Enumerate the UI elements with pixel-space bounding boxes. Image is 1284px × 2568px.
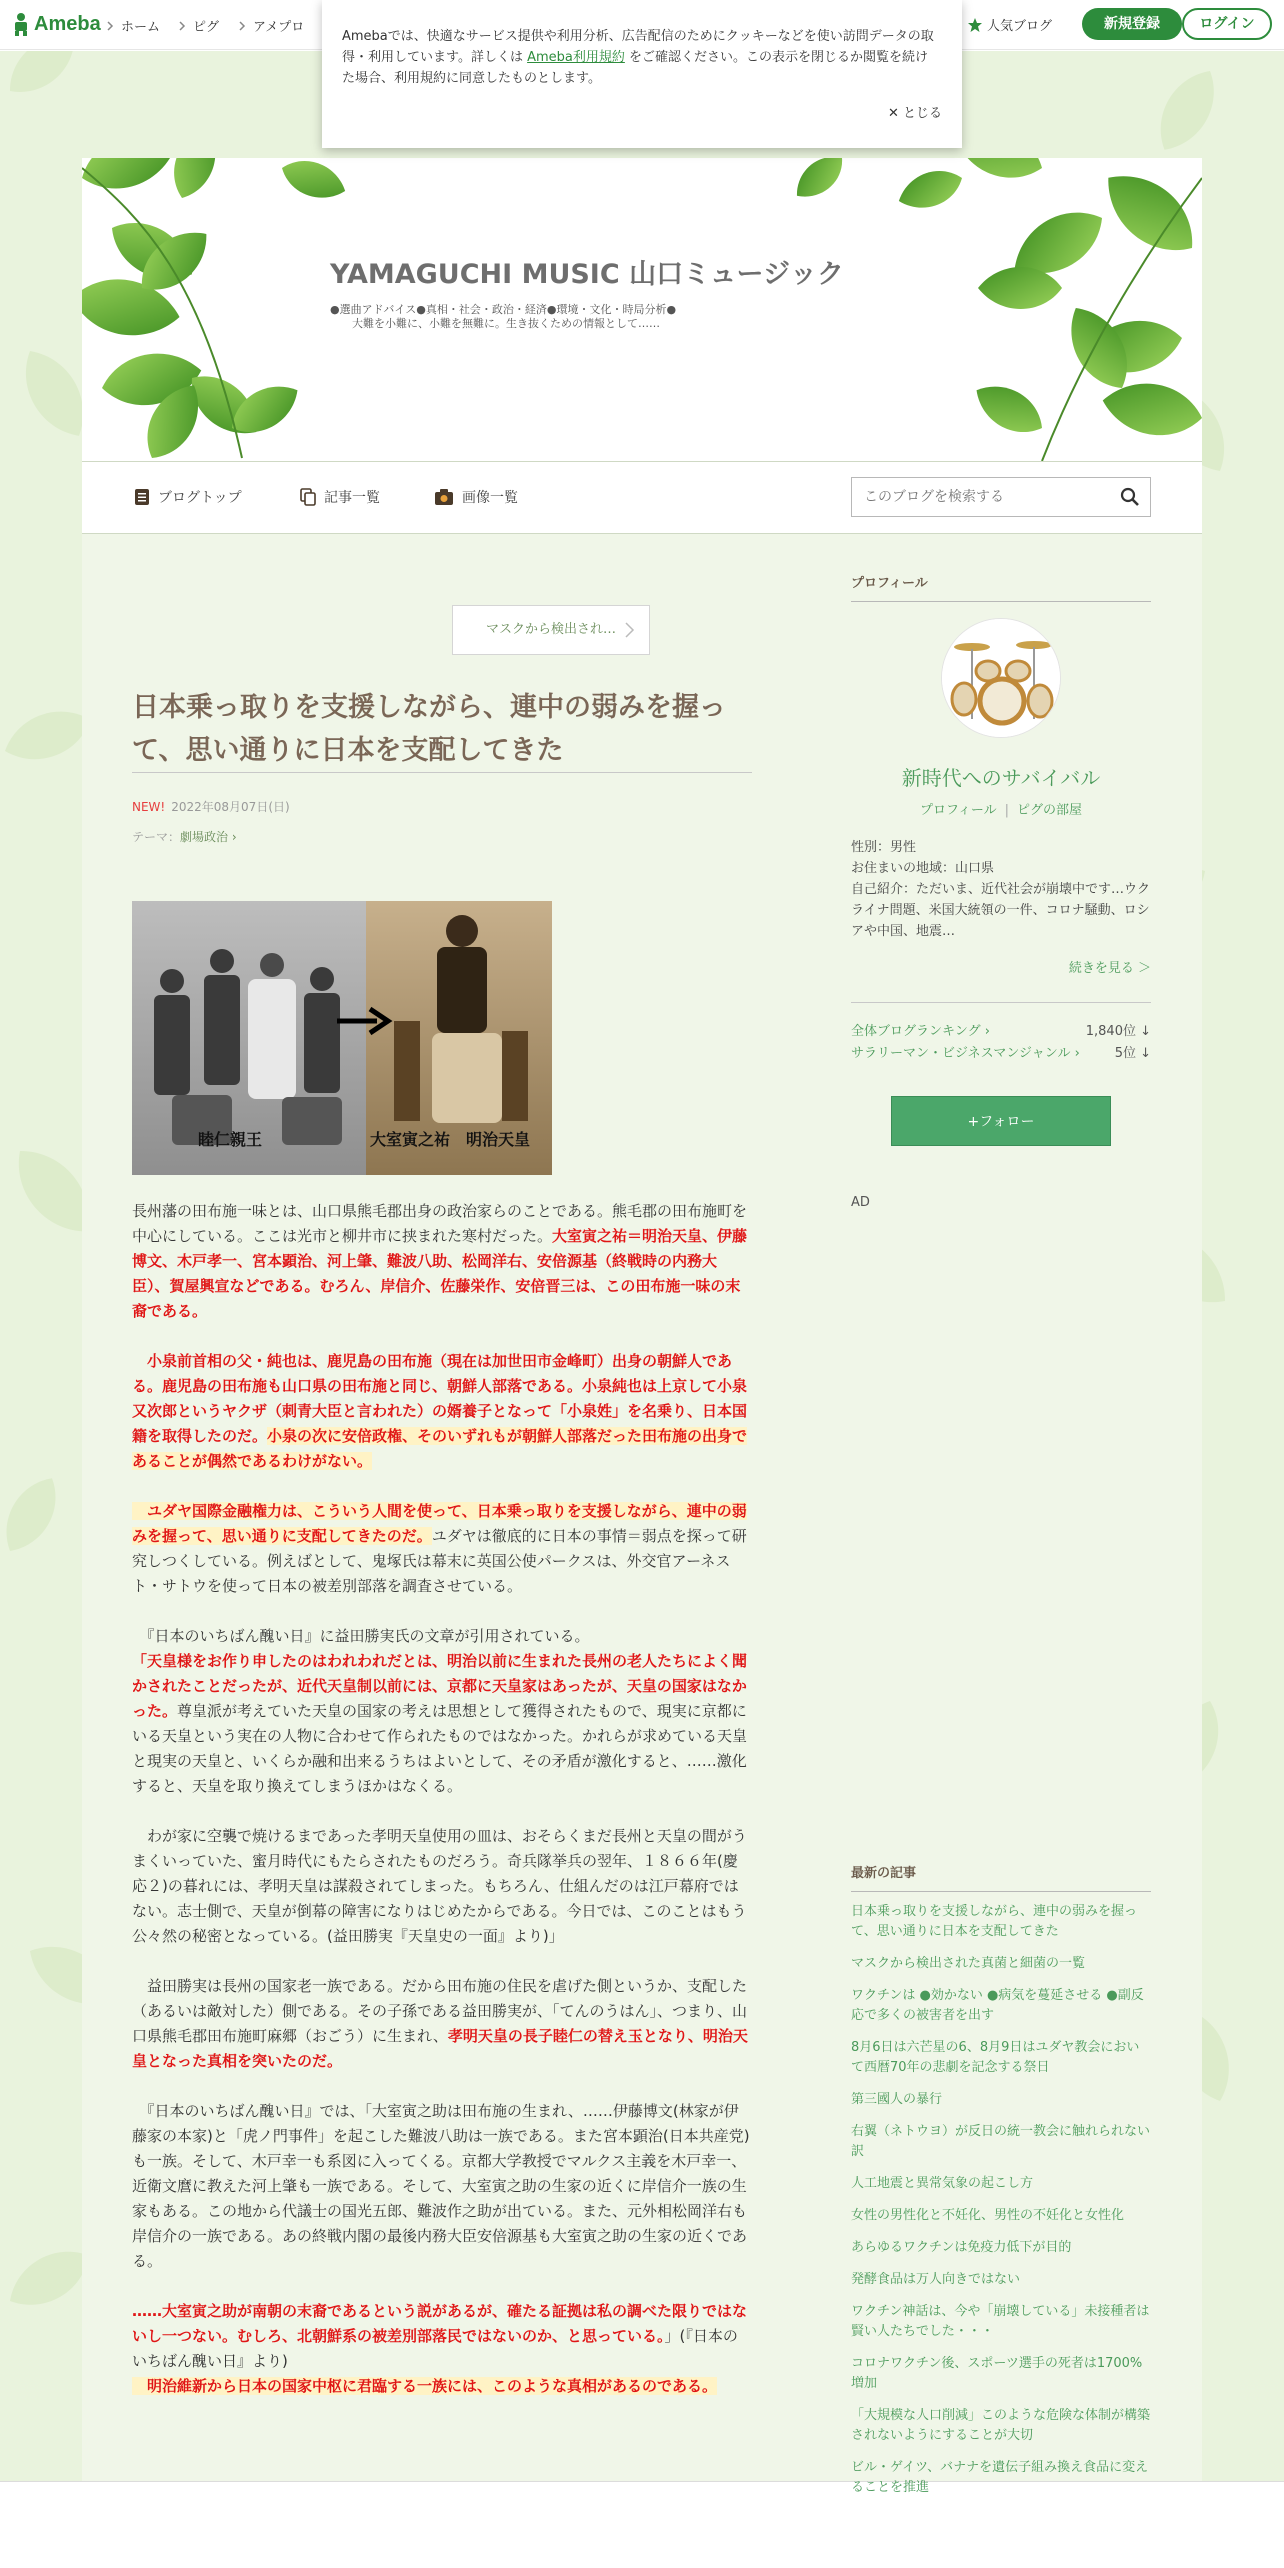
- recent-entry-link[interactable]: 右翼（ネトウヨ）が反日の統一教会に触れられない訳: [851, 2124, 1151, 2159]
- recent-entry-link[interactable]: コロナワクチン後、スポーツ選手の死者は1700%増加: [851, 2356, 1143, 2391]
- chevron-right-icon: ›: [228, 830, 237, 844]
- nav-blog-top[interactable]: [134, 487, 242, 507]
- paragraph: [132, 1499, 752, 1599]
- signup-button[interactable]: 新規登録: [1082, 8, 1182, 40]
- star-icon: [967, 17, 983, 33]
- copy-icon: [300, 488, 316, 506]
- drum-kit-icon: [942, 619, 1061, 738]
- recent-entries-heading: 最新の記事: [851, 1862, 1151, 1892]
- entry-date: [132, 798, 290, 815]
- chevron-right-icon: ›: [980, 1024, 990, 1039]
- recent-entry-link[interactable]: 女性の男性化と不妊化、男性の不妊化と女性化: [851, 2208, 1125, 2223]
- text: わが家に空襲で焼けるまであった孝明天皇使用の皿は、おそらくまだ長州と天皇の間がうまくいっていた、蜜月時代にもたらされたものだろう。奇兵隊挙兵の翌年、１８６６年(慶応２)の暮れには、孝明天皇は謀殺されてしまった。もちろん、仕組んだのは江戸幕府ではない。志士側で、天皇が倒幕の障害になりはじめたからである。今日では、このことはもう公々然の秘密となっている。(益田勝実『天皇史の一面』より)」: [132, 1827, 747, 1945]
- highlight-text: 小泉の次に安倍政権、そのいずれもが朝鮮人部落だった田布施の出身であることが偶然であるわけがない。: [132, 1427, 748, 1470]
- nav-entries-label: 記事一覧: [324, 490, 380, 506]
- blog-search-input[interactable]: [852, 478, 1092, 516]
- chevron-right-icon: [623, 622, 635, 638]
- profile-links: [851, 799, 1151, 818]
- popular-blog-link[interactable]: [967, 15, 1052, 34]
- profile-heading: プロフィール: [851, 572, 1151, 602]
- nav-entries[interactable]: [300, 487, 380, 507]
- topnav-pigg[interactable]: [176, 16, 219, 35]
- search-icon[interactable]: [1120, 487, 1140, 507]
- login-button[interactable]: ログイン: [1182, 8, 1272, 40]
- title-divider: [132, 772, 752, 773]
- text: 益田勝実は長州の国家老一族である。だから田布施の住民を虐げた側というか、支配した（あるいは敵対した）側である。その子孫である益田勝実が、「てんのうはん」、つまり、山口県熊毛郡田布施町麻郷（おごう）に生まれ、: [132, 1977, 748, 2045]
- document-icon: [134, 488, 150, 506]
- ranking-all[interactable]: [851, 1020, 1151, 1039]
- cookie-close-label: とじる: [902, 106, 942, 121]
- nav-images-label: 画像一覧: [462, 490, 518, 506]
- paragraph: [132, 2099, 752, 2274]
- ranking-all-label: 全体ブログランキング: [851, 1024, 981, 1039]
- entry-date-text: 2022年08月07日(日): [171, 800, 290, 814]
- highlight-text: ……大室寅之助が南朝の末裔であるという説があるが、確たる証拠は私の調べた限りではないし一つない。むしろ、北朝鮮系の被差別部落民ではないのか、と思っている。: [132, 2302, 748, 2345]
- highlight-text: ユダヤ国際金融権力は、こういう人間を使って、日本乗っ取りを支援しながら、連中の弱みを握って、思い通りに支配してきたのだ。: [132, 1502, 747, 1545]
- profile-link[interactable]: プロフィール: [919, 803, 997, 818]
- highlight-text: 「天皇様をお作り申したのはわれわれだとは、明治以前に生まれた長州の老人たちによく聞かされたことだったが、近代天皇制以前には、京都に天皇家はあったが、天皇の国家はなかった。: [132, 1652, 748, 1720]
- recent-entry-link[interactable]: ビル・ゲイツ、バナナを遺伝子組み換え食品に変えることを推進: [851, 2460, 1149, 2495]
- entry-body: [132, 1199, 752, 2424]
- entry-theme: [132, 828, 237, 845]
- topnav-amepro[interactable]: [236, 16, 304, 35]
- ranking-all-value: 1,840位 ↓: [1085, 1024, 1151, 1039]
- profile-residence: お住まいの地域：山口県: [851, 861, 995, 876]
- ranking-genre-label: サラリーマン・ビジネスマンジャンル: [851, 1046, 1071, 1061]
- avatar[interactable]: [941, 618, 1061, 738]
- topnav-home[interactable]: [104, 16, 160, 35]
- close-icon: ✕: [887, 106, 903, 121]
- highlight-text: 孝明天皇の長子睦仁の替え玉となり、明治天皇となった真相を突いたのだ。: [132, 2027, 748, 2070]
- chevron-right-icon: [104, 20, 116, 32]
- recent-entry-link[interactable]: ワクチンは ●効かない ●病気を蔓延させる ●副反応で多くの被害者を出す: [851, 1988, 1144, 2023]
- historical-photo-image: [132, 901, 552, 1175]
- paragraph: [132, 1624, 752, 1799]
- blog-title[interactable]: YAMAGUCHI MUSIC 山口ミュージック: [330, 259, 844, 290]
- previous-entry-label: マスクから検出され…: [485, 622, 616, 637]
- chevron-right-icon: ›: [1070, 1046, 1080, 1061]
- text: 」(『日本のいちばん醜い日』より): [132, 2327, 738, 2370]
- recent-entry-link[interactable]: 「大規模な人口削減」このような危険な体制が構築されないようにすることが大切: [851, 2408, 1151, 2443]
- text: ユダヤは徹底的に日本の事情＝弱点を探って研究しつくしている。例えばとして、鬼塚氏は幕末に英国公使パークスは、外交官アーネスト・サトウを使って日本の被差別部落を調査させている。: [132, 1527, 747, 1595]
- terms-link[interactable]: Ameba利用規約: [527, 50, 625, 65]
- profile-gender: 性別：男性: [851, 840, 917, 855]
- text: 長州藩の田布施一味とは、山口県熊毛郡出身の政治家らのことである。熊毛郡の田布施町を中心にしている。ここは光市と柳井市に挟まれた寒村だった。: [132, 1202, 748, 1245]
- photo-caption-left: 睦仁親王: [198, 1130, 263, 1149]
- paragraph: [132, 1974, 752, 2074]
- entry-theme-label: テーマ：: [132, 830, 181, 844]
- recent-entry-link[interactable]: あらゆるワクチンは免疫力低下が目的: [851, 2240, 1072, 2255]
- paragraph: [132, 1349, 752, 1474]
- paragraph: [132, 2299, 752, 2399]
- blog-search: [851, 477, 1151, 517]
- paragraph: [132, 1199, 752, 1324]
- blog-header: [82, 158, 1202, 461]
- profile-info: [851, 837, 1151, 942]
- cookie-text-before: Amebaでは、快適なサービス提供や利用分析、広告配信のためにクッキーなどを使い訪問データの取得・利用しています。詳しくは: [342, 29, 934, 65]
- recent-entry-link[interactable]: 発酵食品は万人向きではない: [851, 2272, 1021, 2287]
- topnav-pigg-label: ピグ: [193, 20, 220, 35]
- ranking-divider: [851, 1002, 1151, 1003]
- ameba-logo-icon: [12, 12, 30, 36]
- nav-blog-top-label: ブログトップ: [158, 490, 242, 506]
- profile-more-link[interactable]: 続きを見る ＞: [1068, 961, 1151, 976]
- paragraph: [132, 1824, 752, 1949]
- ranking-genre[interactable]: [851, 1042, 1151, 1061]
- previous-entry-link[interactable]: [452, 605, 650, 655]
- popular-blog-label: 人気ブログ: [987, 19, 1053, 34]
- recent-entry-link[interactable]: 第三國人の暴行: [851, 2092, 943, 2107]
- recent-entry-link[interactable]: 8月6日は六芒星の6、8月9日はユダヤ教会において西暦70年の悲劇を記念する祭日: [851, 2040, 1140, 2075]
- recent-entry-link[interactable]: マスクから検出された真菌と細菌の一覧: [851, 1956, 1086, 1971]
- entry-theme-link[interactable]: 劇場政治: [180, 830, 229, 844]
- cookie-close-button[interactable]: [888, 102, 942, 121]
- ad-label: AD: [851, 1195, 870, 1210]
- cookie-text: [342, 26, 940, 89]
- blog-nav: [82, 461, 1202, 534]
- highlight-text: 大室寅之祐＝明治天皇、伊藤博文、木戸孝一、宮本顕治、河上肇、難波八助、松岡洋右、安倍源基（終戦時の内務大臣）、賀屋興宣などである。むろん、岸信介、佐藤栄作、安倍晋三は、この田布施一味の末裔である。: [132, 1227, 748, 1320]
- text: 尊皇派が考えていた天皇の国家の考えは思想として獲得されたもので、現実に京都にいる天皇という実在の人物に合わせて作られたものではなかった。かれらが求めている天皇と現実の天皇と、いくらか融和出来るうちはよいとして、その矛盾が激化すると、……激化すると、天皇を取り換えてしまうほかはなくる。: [132, 1702, 748, 1795]
- text: 『日本のいちばん醜い日』に益田勝実氏の文章が引用されている。: [132, 1627, 590, 1645]
- cookie-consent-banner: [322, 0, 962, 148]
- blog-description-line2: 大難を小難に、小難を無難に。生き抜くための情報として……: [352, 317, 660, 330]
- separator: |: [1004, 803, 1010, 818]
- entry-title[interactable]: 日本乗っ取りを支援しながら、連中の弱みを握って、思い通りに日本を支配してきた: [132, 692, 726, 766]
- follow-button[interactable]: +フォロー: [891, 1096, 1111, 1146]
- main-content: [82, 534, 1202, 2495]
- ranking-genre-value: 5位 ↓: [1114, 1046, 1151, 1061]
- blog-description-line1: ●選曲アドバイス●真相・社会・政治・経済●環境・文化・時局分析●: [330, 303, 677, 316]
- topnav-home-label: ホーム: [121, 20, 161, 35]
- recent-entry-link[interactable]: ワクチン神話は、今や「崩壊している」未接種者は賢い人たちでした・・・: [851, 2304, 1150, 2339]
- topnav-amepro-label: アメプロ: [253, 20, 305, 35]
- nav-images[interactable]: [434, 487, 518, 507]
- pigg-room-link[interactable]: ピグの部屋: [1017, 803, 1083, 818]
- profile-name[interactable]: 新時代へのサバイバル: [901, 766, 1101, 790]
- entry-photo[interactable]: [132, 901, 552, 1175]
- highlight-text: 明治維新から日本の国家中枢に君臨する一族には、このような真相があるのである。: [132, 2377, 718, 2395]
- chevron-right-icon: [176, 20, 188, 32]
- recent-entries-list: [851, 1902, 1151, 2510]
- ameba-logo[interactable]: [12, 12, 101, 36]
- photo-caption-right: 大室寅之祐 明治天皇: [370, 1130, 531, 1149]
- recent-entry-link[interactable]: 人工地震と異常気象の起こし方: [851, 2176, 1034, 2191]
- camera-icon: [434, 488, 454, 506]
- highlight-text: 小泉前首相の父・純也は、鹿児島の田布施（現在は加世田市金峰町）出身の朝鮮人である。鹿児島の田布施も山口県の田布施と同じ、朝鮮人部落である。小泉純也は上京して小泉又次郎というヤクザ（刺青大臣と言われた）の婿養子となって「小泉姓」を名乗り、日本国籍を取得したのだ。: [132, 1352, 748, 1445]
- ameba-logo-text: Ameba: [34, 12, 101, 35]
- new-badge: NEW!: [132, 800, 166, 814]
- recent-entry-link[interactable]: 日本乗っ取りを支援しながら、連中の弱みを握って、思い通りに日本を支配してきた: [851, 1904, 1138, 1939]
- chevron-right-icon: [236, 20, 248, 32]
- cookie-text-after: をご確認ください。この表示を閉じるか閲覧を続けた場合、利用規約に同意したものとします。: [342, 50, 929, 86]
- text: 『日本のいちばん醜い日』では、「大室寅之助は田布施の生まれ、……伊藤博文(林家が伊藤家の本家)と「虎ノ門事件」を起こした難波八助は一族である。また宮本顕治(日本共産党)も一族。そして、木戸幸一も系図に入ってくる。京都大学教授でマルクス主義を木戸幸一、近衛文麿に教えた河上肇も一族である。そして、大室寅之助の生家の近くに岸信介一族の生家もある。この地から代議士の国光五郎、難波作之助が出ている。また、元外相松岡洋右も岸信介の一族である。あの終戦内閣の最後内務大臣安倍源基も大室寅之助の生家の近くである。: [132, 2102, 750, 2270]
- profile-intro: 自己紹介：ただいま、近代社会が崩壊中です…ウクライナ問題、米国大統領の一件、コロナ騒動、ロシアや中国、地震…: [851, 882, 1151, 939]
